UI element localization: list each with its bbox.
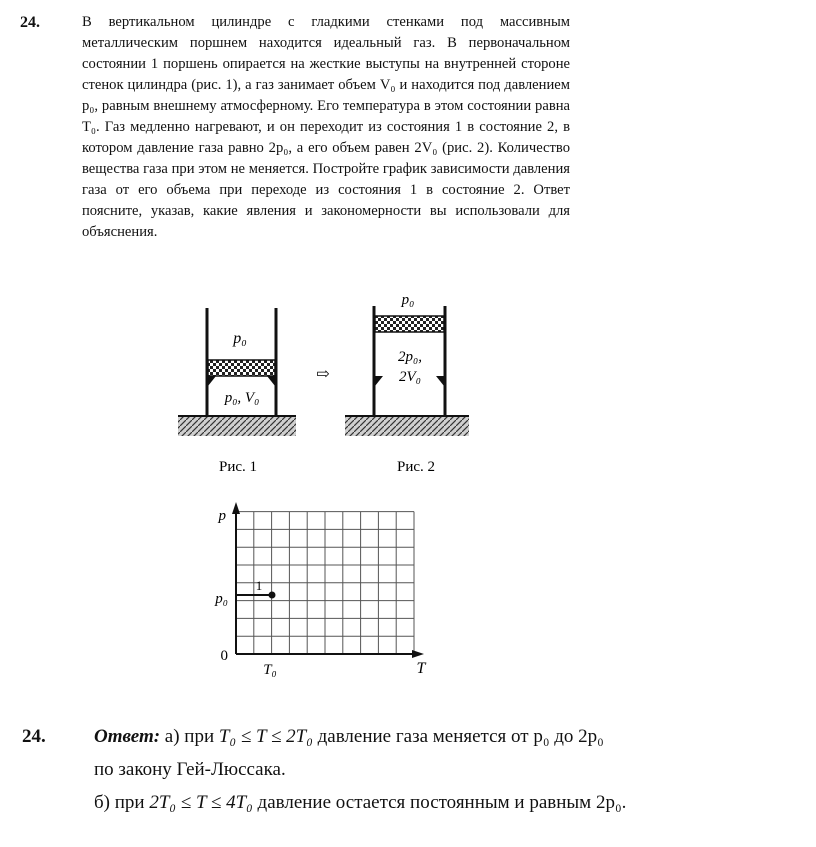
- answer-part-a-text: давление газа меняется от p₀ до 2p₀: [317, 726, 604, 747]
- fig1-gas-label: p₀, V₀: [224, 390, 260, 406]
- stop-left-1: [208, 376, 216, 386]
- y-axis-arrow: [232, 502, 240, 514]
- answer-line-a2: по закону Гей-Люссака.: [94, 759, 286, 780]
- p-t-graph: [214, 502, 426, 678]
- fig2-outside-label: p₀: [401, 292, 415, 308]
- fig1-outside-label: p₀: [233, 330, 247, 347]
- answer-part-a-prefix: а) при: [164, 726, 215, 747]
- problem-text: В вертикальном цилиндре с гладкими стенками под массивным металлическим поршнем находится идеальный газ. В первоначальном состоянии 1 поршень опирается на жесткие выступы на внутренней стороне стенок цилиндра (рис. 1), а газ занимает объем V₀ и находится под давлением p₀, равным внешнему атмосферному. Его температура в этом состоянии равна T₀. Газ медленно нагревают, и он переходит из состояния 1 в состояние 2, в котором давление газа равно 2p₀, а его объем равен 2V₀ (рис. 2). Количество вещества газа при этом не меняется. Постройте график зависимости давления газа от его объема при переходе из состояния 1 в состояние 2. Ответ поясните, указав, какие явления и закономерности вы использовали для объяснения.: [82, 14, 570, 240]
- stop-right-2: [436, 376, 444, 386]
- x-axis-arrow: [412, 650, 424, 658]
- answer-part-b-text: давление остается постоянным и равным 2p₀.: [257, 792, 627, 813]
- piston-1: [208, 360, 275, 376]
- piston-2: [375, 316, 444, 332]
- stop-left-2: [375, 376, 383, 386]
- fig2-gas-label-line1: 2p₀,: [398, 349, 422, 365]
- x-axis-label: T: [416, 660, 426, 677]
- fig1-caption: Рис. 1: [218, 459, 258, 475]
- state-1-point: [269, 592, 276, 599]
- point-1-label: 1: [255, 578, 263, 593]
- problem-number: 24.: [20, 14, 40, 31]
- answer-label: Ответ:: [94, 726, 161, 747]
- stop-right-1: [267, 376, 275, 386]
- fig2-gas-label-line2: 2V₀: [399, 369, 421, 385]
- origin-label: 0: [220, 648, 228, 664]
- answer-part-b-prefix: б) при: [94, 792, 145, 813]
- ground-2: [345, 416, 469, 436]
- answer-part-b-condition: 2T₀ ≤ T ≤ 4T₀: [149, 792, 253, 813]
- figure-1-cylinder: [178, 308, 296, 475]
- y-tick-label: p₀: [215, 591, 228, 607]
- answer-part-a-condition: T₀ ≤ T ≤ 2T₀: [218, 726, 313, 747]
- answer-number: 24.: [22, 726, 46, 747]
- answer-line-a: [94, 720, 604, 753]
- y-axis-label: p: [218, 508, 226, 524]
- graph-grid: [236, 512, 414, 654]
- fig2-caption: Рис. 2: [396, 459, 436, 475]
- x-tick-label: T₀: [263, 662, 277, 678]
- answer-line-b: [94, 786, 626, 819]
- figure-2-cylinder: [345, 292, 469, 475]
- transition-arrow: ⇨: [316, 366, 330, 383]
- ground-1: [178, 416, 296, 436]
